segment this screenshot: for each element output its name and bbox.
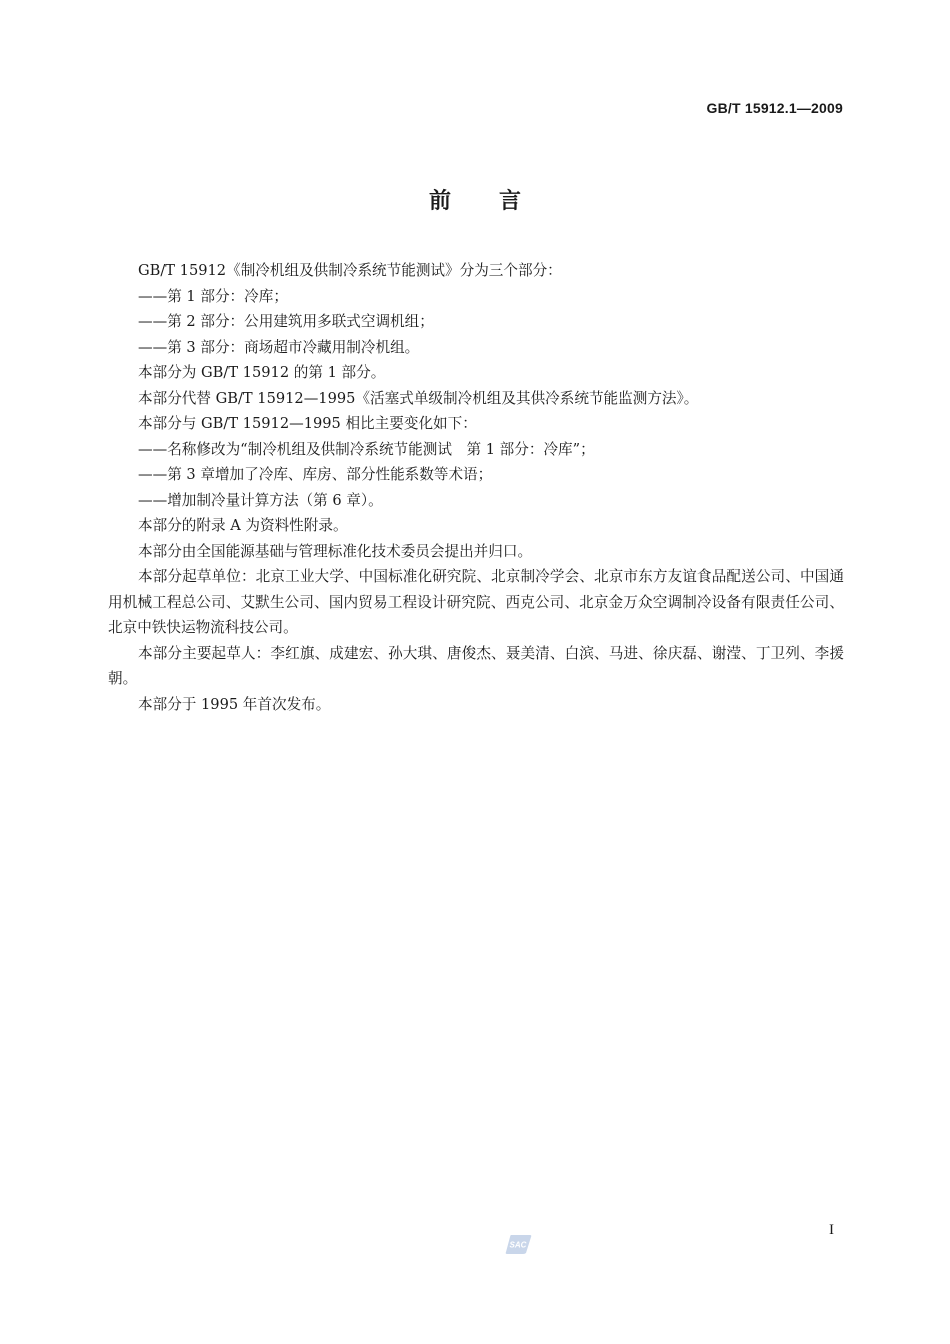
paragraph: 本部分于 1995 年首次发布。 xyxy=(138,695,331,713)
paragraph: 本部分由全国能源基础与管理标准化技术委员会提出并归口。 xyxy=(138,542,533,560)
paragraph: 本部分代替 GB/T 15912—1995《活塞式单级制冷机组及其供冷系统节能监测方法》。 xyxy=(138,389,699,407)
paragraph: ——增加制冷量计算方法（第 6 章）。 xyxy=(138,491,383,509)
paragraph: 本部分起草单位：北京工业大学、中国标准化研究院、北京制冷学会、北京市东方友谊食品配送公司、中国通用机械工程总公司、艾默生公司、国内贸易工程设计研究院、西克公司、北京金万众空调制冷设备有限责任公司、北京中铁快运物流科技公司。 xyxy=(108,568,844,636)
paragraph: 本部分与 GB/T 15912—1995 相比主要变化如下： xyxy=(138,415,477,432)
title-char-1: 前 xyxy=(428,189,451,214)
paragraph: GB/T 15912《制冷机组及供制冷系统节能测试》分为三个部分： xyxy=(138,262,562,279)
paragraph: ——第 2 部分：公用建筑用多联式空调机组； xyxy=(138,313,434,330)
paragraph: 本部分为 GB/T 15912 的第 1 部分。 xyxy=(138,364,386,381)
foreword-body xyxy=(108,258,844,717)
page-title xyxy=(0,184,950,215)
page-number: I xyxy=(829,1222,834,1238)
paragraph: ——名称修改为“制冷机组及供制冷系统节能测试 第 1 部分：冷库”； xyxy=(138,440,595,458)
paragraph: ——第 1 部分：冷库； xyxy=(138,287,288,305)
paragraph: 本部分的附录 A 为资料性附录。 xyxy=(138,517,348,534)
paragraph: ——第 3 部分：商场超市冷藏用制冷机组。 xyxy=(138,338,420,356)
sac-logo-icon xyxy=(505,1234,532,1255)
title-char-2: 言 xyxy=(499,189,522,214)
paragraph: ——第 3 章增加了冷库、库房、部分性能系数等术语； xyxy=(138,466,493,483)
document-code: GB/T 15912.1—2009 xyxy=(706,100,843,116)
svg-text:SAC: SAC xyxy=(509,1240,527,1250)
paragraph: 本部分主要起草人：李红旗、成建宏、孙大琪、唐俊杰、聂美清、白滨、马进、徐庆磊、谢滢、丁卫列、李援朝。 xyxy=(108,644,844,687)
